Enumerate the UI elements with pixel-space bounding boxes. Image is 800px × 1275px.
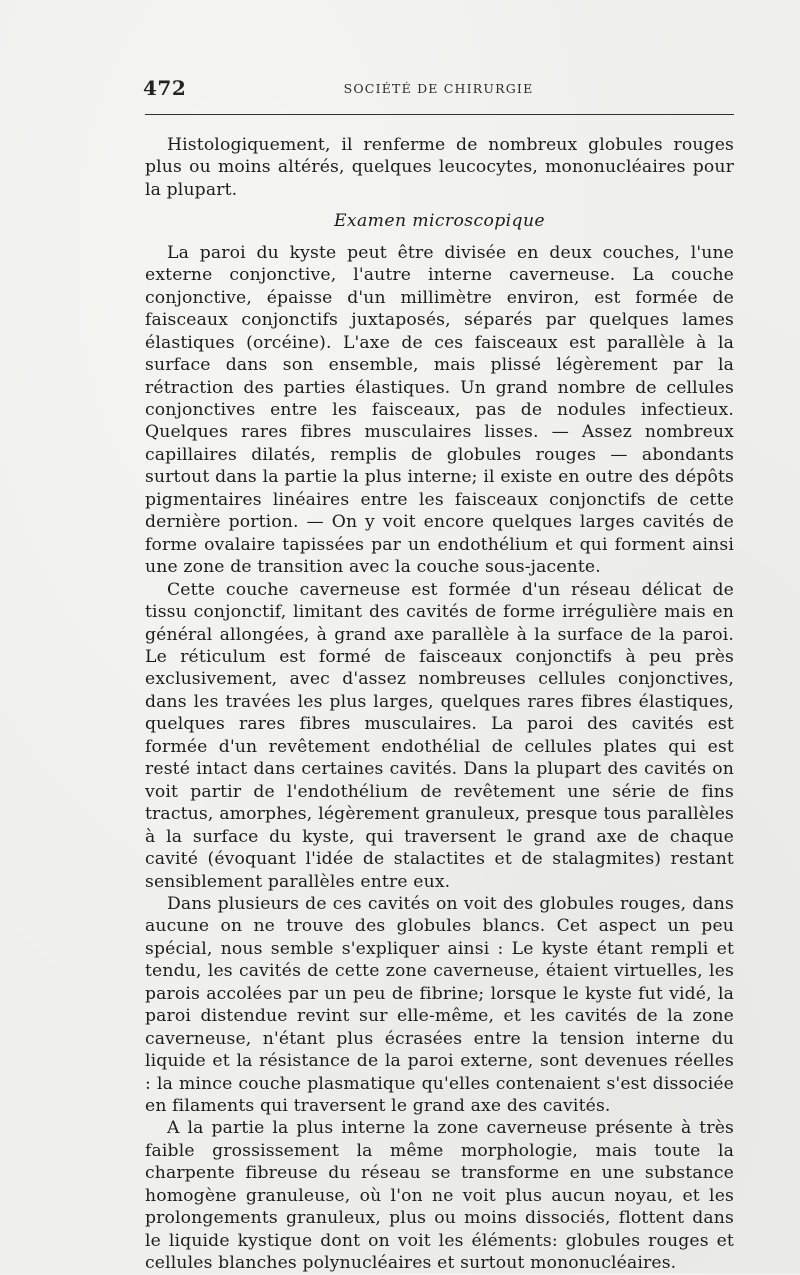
paragraph-wall-layers: La paroi du kyste peut être divisée en deux couches, l'une externe conjonctive, l'autre interne caverneuse. La couche conjonctive, épaisse d'un millimètre environ, est formée de faisceaux conjonctifs juxtaposés, séparés par quelques lames élastiques (orcéine). L'axe de ces faisceaux est parallèle à la surface dans son ensemble, mais plissé légèrement par la rétraction des parties élastiques. Un grand nombre de cellules conjonctives entre les faisceaux, pas de nodules infectieux. Quelques rares fibres musculaires lisses. — Assez nombreux capillaires dilatés, remplis de globules rouges — abondants surtout dans la partie la plus interne; il existe en outre des dépôts pigmentaires linéaires entre les faisceaux conjonctifs de cette dernière portion. — On y voit encore quelques larges cavités de forme ovalaire tapissées par un endothélium et qui forment ainsi une zone de transition avec la couche sous-jacente. [145, 242, 734, 578]
running-title: SOCIÉTÉ DE CHIRURGIE [343, 81, 534, 96]
header-rule [145, 114, 734, 115]
page-number: 472 [143, 76, 187, 100]
paragraph-cavities: Dans plusieurs de ces cavités on voit des globules rouges, dans aucune on ne trouve des globules blancs. Cet aspect un peu spécial, nous semble s'expliquer ainsi : Le kyste étant rempli et tendu, les cavités de cette zone caverneuse, étaient virtuelles, les parois accolées par un peu de fibrine; lorsque le kyste fut vidé, la paroi distendue revint sur elle-même, et les cavités de la zone caverneuse, n'étant plus écrasées entre la tension interne du liquide et la résistance de la paroi externe, sont devenues réelles : la mince couche plasmatique qu'elles contenaient s'est dissociée en filaments qui traversent le grand axe des cavités. [145, 893, 734, 1117]
section-heading: Examen microscopique [333, 211, 545, 232]
paragraph-cavernous-layer: Cette couche caverneuse est formée d'un réseau délicat de tissu conjonctif, limitant des cavités de forme irrégulière mais en général allongées, à grand axe parallèle à la surface de la paroi. Le réticulum est formé de faisceaux conjonctifs à peu près exclusivement, avec d'assez nombreuses cellules conjonctives, dans les travées les plus larges, quelques rares fibres élastiques, quelques rares fibres musculaires. La paroi des cavités est formée d'un revêtement endothélial de cellules plates qui est resté intact dans certaines cavités. Dans la plupart des cavités on voit partir de l'endothélium de revêtement une série de fins tractus, amorphes, légèrement granuleux, presque tous parallèles à la surface du kyste, qui traversent le grand axe de chaque cavité (évoquant l'idée de stalactites et de stalagmites) restant sensiblement parallèles entre eux. [145, 579, 734, 892]
paragraph-inner-zone: A la partie la plus interne la zone caverneuse présente à très faible grossissement la même morphologie, mais toute la charpente fibreuse du réseau se transforme en une substance homogène granuleuse, où l'on ne voit plus aucun noyau, et les prolongements granuleux, plus ou moins dissociés, flottent dans le liquide kystique dont on voit les éléments: globules rouges et cellules blanches polynucléaires et surtout mononucléaires. [145, 1118, 734, 1274]
body-text [145, 134, 734, 1275]
running-head [143, 74, 734, 104]
paragraph-histology: Histologiquement, il renferme de nombreux globules rouges plus ou moins altérés, quelques leucocytes, mononucléaires pour la plupart. [145, 135, 734, 200]
